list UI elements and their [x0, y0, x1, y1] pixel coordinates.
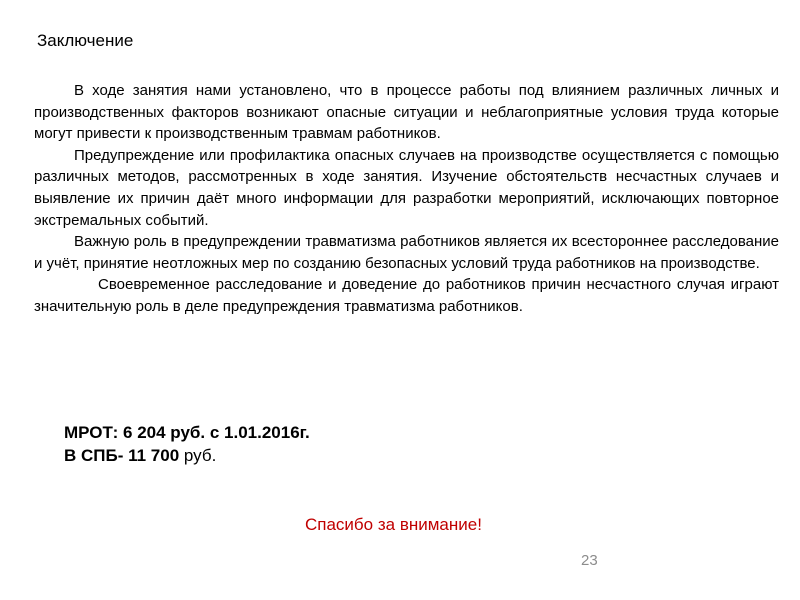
minimum-wage-block	[64, 421, 310, 467]
thanks-text: Спасибо за внимание!	[305, 515, 482, 534]
page-number: 23	[581, 552, 598, 569]
paragraph-2: Предупреждение или профилактика опасных случаев на производстве осуществляется с помощью различных методов, рассмотренных в ходе занятия. Изучение обстоятельств несчастных случаев и выявление их причин даёт много информации для разработки мероприятий, исключающих повторное экстремальных событий.	[34, 146, 779, 229]
paragraph-1: В ходе занятия нами установлено, что в процессе работы под влиянием различных личных и производственных факторов возникают опасные ситуации и неблагоприятные условия труда которые могут привести к производственным травмам работников.	[34, 82, 779, 143]
slide-title: Заключение	[37, 31, 134, 50]
paragraph-3: Важную роль в предупреждении травматизма работников является их всестороннее расследование и учёт, принятие неотложных мер по созданию безопасных условий труда работников на производстве.	[34, 233, 779, 272]
mrot-line: МРОТ: 6 204 руб. с 1.01.2016г.	[64, 423, 310, 442]
paragraph-4: Своевременное расследование и доведение до работников причин несчастного случая играют значительную роль в деле предупреждения травматизма работников.	[34, 276, 779, 315]
conclusion-text	[34, 80, 779, 318]
spb-unit: руб.	[179, 446, 217, 465]
spb-line	[64, 444, 310, 467]
spb-label: В СПБ- 11 700	[64, 446, 180, 465]
